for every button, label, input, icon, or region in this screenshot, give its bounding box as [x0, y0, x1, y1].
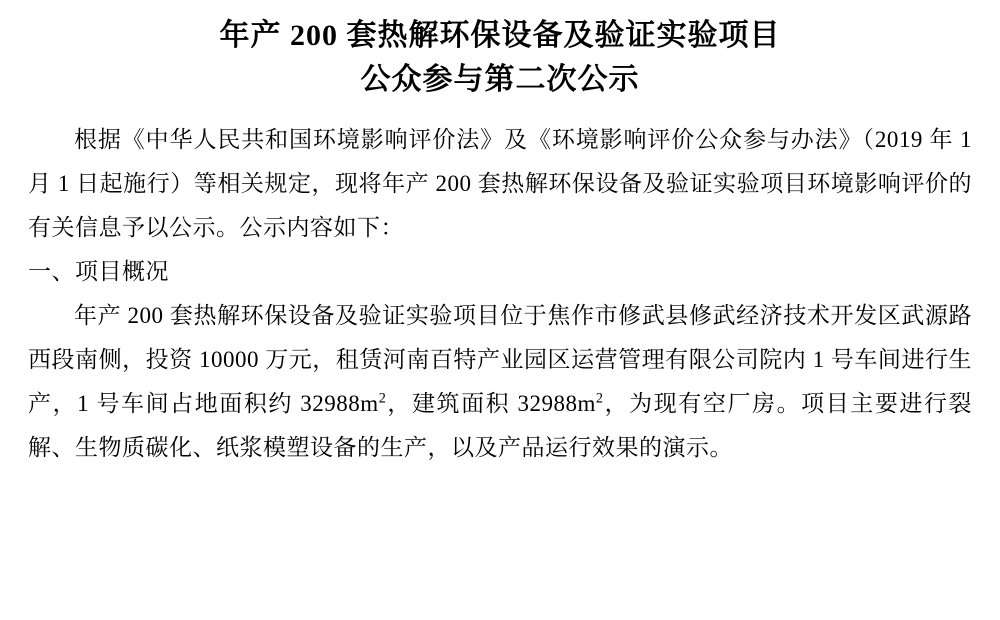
- paragraph-project-overview: [28, 294, 972, 470]
- page-title: [28, 14, 972, 102]
- document-body: [28, 118, 972, 470]
- area-superscript-2: 2: [595, 390, 604, 407]
- area-superscript-1: 2: [378, 390, 387, 407]
- page-title-line-2: 公众参与第二次公示: [360, 63, 640, 96]
- section-heading-project-overview: 一、项目概况: [28, 259, 169, 284]
- paragraph-intro: 根据《中华人民共和国环境影响评价法》及《环境影响评价公众参与办法》（2019 年 1 月 1 日起施行）等相关规定，现将年产 200 套热解环保设备及验证实验项目环境影响评价的有关信息予以公示。公示内容如下：: [28, 127, 973, 240]
- page-title-line-1: 年产 200 套热解环保设备及验证实验项目: [219, 19, 781, 52]
- overview-text-part-1: 年产 200 套热解环保设备及验证实验项目位于焦作市修武县修武经济技术开发区武源路西段南侧，投资 10000 万元，租赁河南百特产业园区运营管理有限公司院内 1 号车间进行生产，1 号车间占地面积约 32988m: [28, 303, 972, 416]
- overview-text-part-3: ，为现有空厂房。项目主要进行裂解、生物质碳化、纸浆模塑设备的生产，以及产品运行效果的演示。: [28, 391, 973, 460]
- overview-text-part-2: ，建筑面积 32988m: [386, 391, 596, 416]
